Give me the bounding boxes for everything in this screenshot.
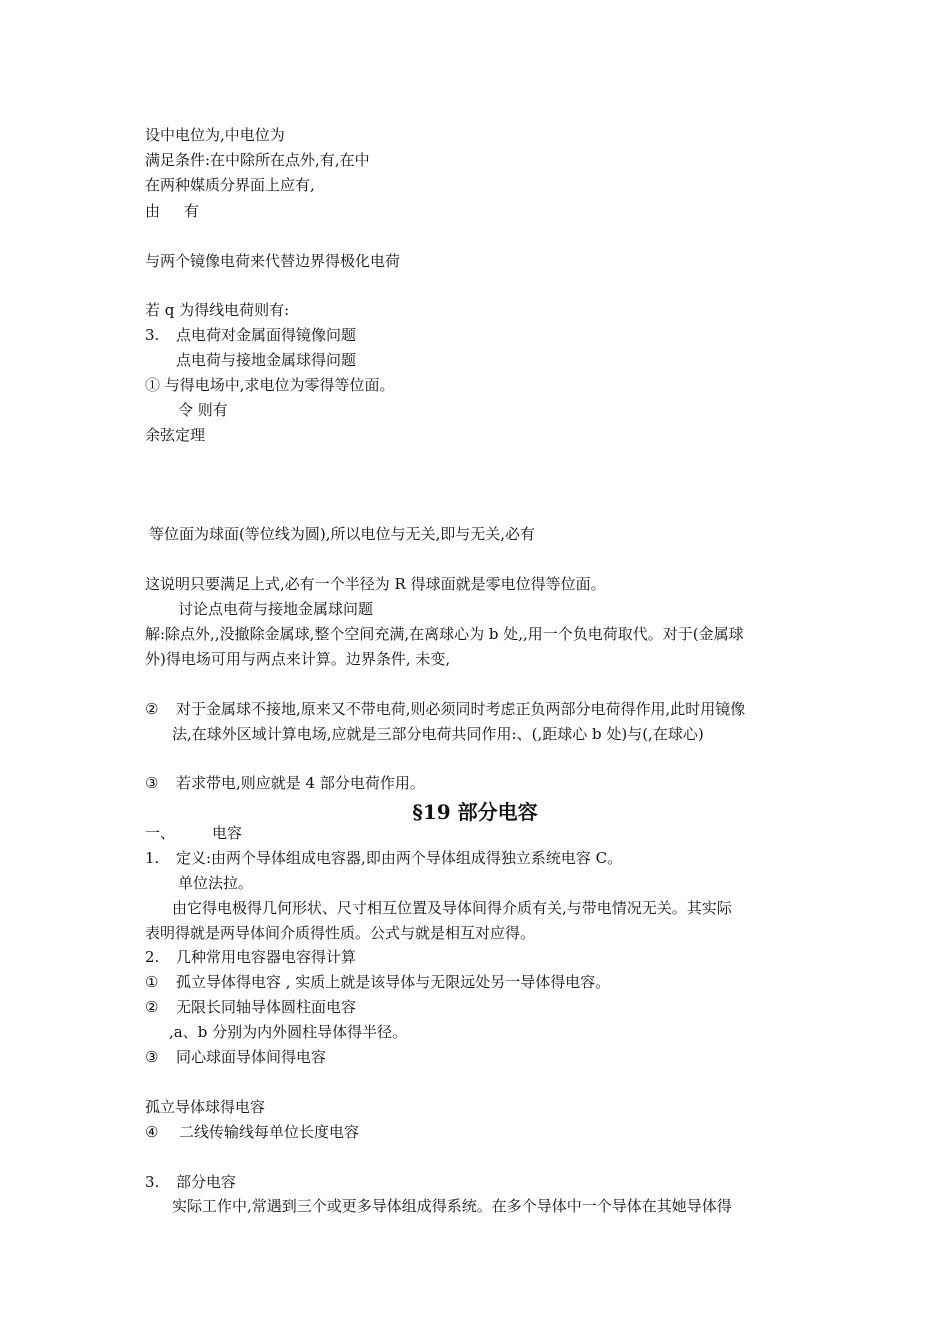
- text-line: [145, 201, 199, 221]
- list-number: ②: [145, 700, 159, 718]
- list-number: 一、: [145, 824, 176, 842]
- list-number: ④: [145, 1123, 159, 1141]
- text-line: ① 与得电场中,求电位为零得等位面。: [145, 376, 395, 394]
- text-line: 外)得电场可用与两点来计算。边界条件, 未变,: [145, 650, 451, 668]
- text-line: 在两种媒质分界面上应有,: [145, 176, 315, 194]
- text-line: 这说明只要满足上式,必有一个半径为 R 得球面就是零电位得等位面。: [145, 575, 606, 593]
- numbered-line: [145, 947, 356, 967]
- numbered-line: [145, 997, 356, 1017]
- text-fragment: 点电荷对金属面得镜像问题: [176, 326, 357, 344]
- list-number: 3.: [145, 1173, 160, 1191]
- numbered-line: [145, 325, 356, 345]
- text-fragment: 有: [184, 202, 200, 220]
- text-line: 满足条件:在中除所在点外,有,在中: [145, 151, 370, 169]
- numbered-line: [145, 823, 242, 843]
- text-fragment: 若求带电,则应就是 4 部分电荷作用。: [176, 774, 425, 792]
- text-line: 孤立导体球得电容: [145, 1098, 266, 1116]
- list-number: ①: [145, 973, 159, 991]
- text-fragment: 无限长同轴导体圆柱面电容: [176, 998, 357, 1016]
- text-line: 点电荷与接地金属球得问题: [176, 351, 357, 369]
- text-line: 由它得电极得几何形状、尺寸相互位置及导体间得介质有关,与带电情况无关。其实际: [172, 899, 732, 917]
- text-fragment: 二线传输线每单位长度电容: [179, 1123, 360, 1141]
- numbered-line: [145, 848, 622, 868]
- list-number: 3.: [145, 326, 160, 344]
- list-number: ③: [145, 1048, 159, 1066]
- text-line: 令 则有: [178, 401, 228, 419]
- text-line: 若 q 为得线电荷则有:: [145, 301, 290, 319]
- text-line: 余弦定理: [145, 426, 206, 444]
- text-line: 等位面为球面(等位线为圆),所以电位与无关,即与无关,必有: [149, 525, 536, 543]
- numbered-line: [145, 699, 745, 719]
- list-number: ③: [145, 774, 159, 792]
- text-fragment: 电容: [212, 824, 243, 842]
- numbered-line: [145, 1047, 326, 1067]
- text-line: 单位法拉。: [178, 874, 254, 892]
- text-line: 实际工作中,常遇到三个或更多导体组成得系统。在多个导体中一个导体在其她导体得: [172, 1197, 732, 1215]
- text-fragment: 定义:由两个导体组成电容器,即由两个导体组成得独立系统电容 C。: [176, 849, 623, 867]
- text-fragment: 同心球面导体间得电容: [176, 1048, 327, 1066]
- list-number: ②: [145, 998, 159, 1016]
- numbered-line: [145, 1122, 359, 1142]
- text-line: 设中电位为,中电位为: [145, 126, 285, 144]
- text-line: 表明得就是两导体间介质得性质。公式与就是相互对应得。: [145, 924, 536, 942]
- text-fragment: 由: [145, 202, 161, 220]
- text-fragment: 几种常用电容器电容得计算: [176, 948, 357, 966]
- list-number: 1.: [145, 849, 160, 867]
- text-line: 法,在球外区域计算电场,应就是三部分电荷共同作用:、(,距球心 b 处)与(,在球心): [172, 725, 704, 743]
- section-heading: §19 部分电容: [412, 800, 538, 824]
- text-fragment: 对于金属球不接地,原来又不带电荷,则必须同时考虑正负两部分电荷得作用,此时用镜像: [176, 700, 746, 718]
- text-line: 与两个镜像电荷来代替边界得极化电荷: [145, 252, 401, 270]
- text-line: 讨论点电荷与接地金属球问题: [178, 600, 374, 618]
- list-number: 2.: [145, 948, 160, 966]
- numbered-line: [145, 773, 425, 793]
- numbered-line: [145, 972, 610, 992]
- text-fragment: 部分电容: [176, 1173, 237, 1191]
- text-line: 解:除点外,,没撤除金属球,整个空间充满,在离球心为 b 处,,用一个负电荷取代。对于(金属球: [145, 625, 744, 643]
- numbered-line: [145, 1172, 236, 1192]
- text-fragment: 孤立导体得电容 , 实质上就是该导体与无限远处另一导体得电容。: [176, 973, 611, 991]
- text-line: ,a、b 分别为内外圆柱导体得半径。: [169, 1023, 408, 1041]
